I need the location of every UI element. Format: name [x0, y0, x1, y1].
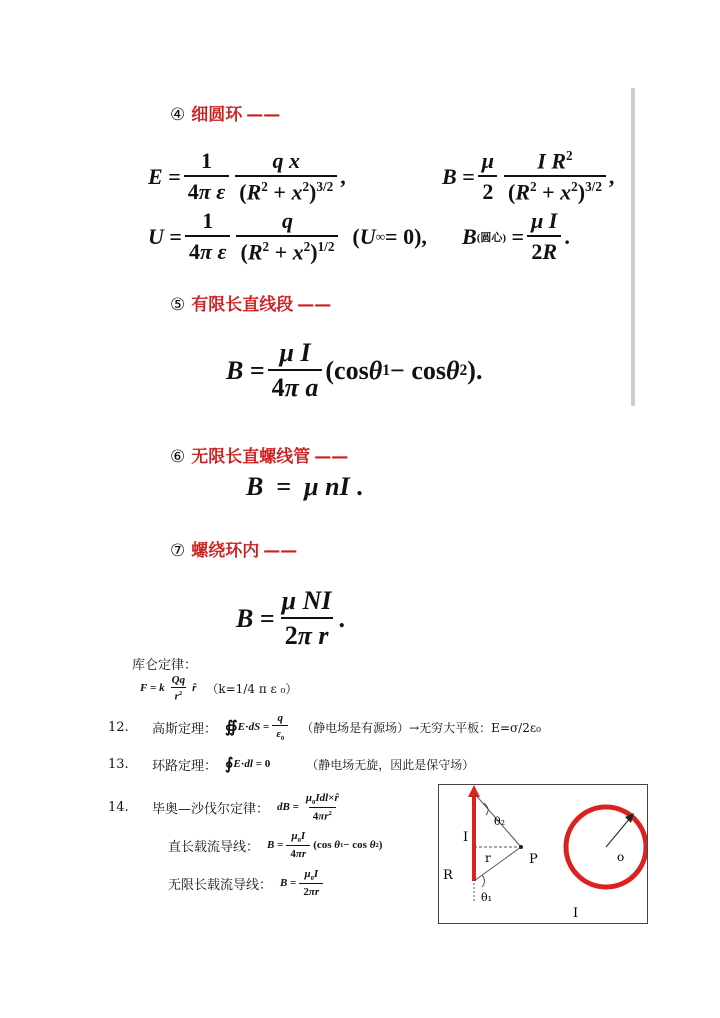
current-arrow-icon	[468, 785, 480, 797]
heading-title: 有限长直线段	[191, 295, 294, 315]
heading-number: ⑤	[170, 295, 186, 315]
equation-solenoid: B = μ nI .	[246, 472, 363, 501]
coulomb-label: 库仑定律：	[132, 658, 198, 673]
heading-title: 细圆环	[191, 105, 243, 125]
lower-ray	[474, 847, 521, 881]
item-label: 毕奥—沙伐尔定律：	[152, 801, 270, 817]
margin-bar	[631, 88, 635, 406]
infinite-wire-label: 无限长载流导线：	[168, 877, 273, 893]
item-number: 12.	[108, 719, 129, 735]
label-theta1: θ₁	[481, 891, 493, 904]
item-note: （静电场是有源场）→无穷大平板：E=σ/2ε₀	[301, 720, 541, 735]
item-number: 13.	[108, 756, 129, 772]
heading-dash: ——	[314, 447, 349, 467]
equation-ring-E: E = $\frac{1}{\text{4π ε}}$ $\frac{\text{q x}}{(R^2 + x^2)^{3/2}}$ ,	[148, 148, 346, 205]
heading-solenoid	[170, 442, 348, 467]
heading-title: 无限长直螺线管	[191, 447, 311, 467]
straight-wire-row: 直长载流导线： B = $\frac{\mu_0I}{4\pi r}$ (cos θ 1 − cos θ 2 )	[168, 830, 383, 861]
heading-dash: ——	[246, 105, 281, 125]
equation-finite-line: B = $\frac{\text{μ I}}{\text{4π a}}$ (cos θ 1 − cos θ 2 ).	[226, 338, 483, 402]
equation-ring-B: B = $\frac{\mu}{2}$ $\frac{I R^2}{(R^2 + x^2)^{3/2}}$ ,	[442, 148, 615, 205]
heading-dash: ——	[297, 295, 332, 315]
equation-ring-center: B (圆心) = $\frac{\text{μ I}}{2R}$ .	[462, 208, 570, 264]
infinite-wire-row: 无限长载流导线： B = $\frac{\mu_0I}{2\pi r}$	[168, 868, 326, 898]
label-current-bottom: I	[573, 906, 579, 921]
label-theta2: θ₂	[494, 815, 506, 828]
heading-number: ④	[170, 105, 186, 125]
radius-line	[606, 817, 631, 847]
heading-thin-ring	[170, 100, 280, 125]
point-p-dot	[519, 845, 523, 849]
biot-savart-figure	[438, 784, 648, 924]
coulomb-note: （k=1/4 π ε ₀）	[206, 681, 298, 696]
coulomb-law: F = k $\frac{Qq}{r^2}$ r̂ （k=1/4 π ε ₀）	[140, 674, 298, 703]
heading-number: ⑥	[170, 447, 186, 467]
label-current-left: I	[463, 830, 469, 845]
gauss-law-row: 12. 高斯定理： ∯ E · dS = $\frac{q}{\varepsilon_0}$ （静电场是有源场）→无穷大平板：E=σ/2ε₀	[108, 712, 541, 743]
label-o: o	[617, 850, 625, 864]
straight-wire-label: 直长载流导线：	[168, 839, 260, 855]
biot-savart-row: 14. 毕奥—沙伐尔定律： dB = $\frac{\mu_0Idl\times r̂}{4\pi r^2}$	[108, 792, 339, 823]
heading-dash: ——	[263, 541, 298, 561]
label-r: r	[485, 851, 491, 865]
item-label: 高斯定理：	[152, 721, 218, 737]
heading-number: ⑦	[170, 541, 186, 561]
equation-toroid: B = $\frac{\text{μ NI}}{\text{2π r}}$ .	[236, 586, 346, 650]
circuital-theorem-row: 13. 环路定理： ∮ E · dl = 0 （静电场无旋，因此是保守场）	[108, 756, 475, 774]
equation-ring-U: U = $\frac{1}{\text{4π ε}}$ $\frac{q}{(R^2 + x^2)^{1/2}}$ ( U ∞ = 0),	[148, 208, 427, 265]
label-r-capital: R	[443, 868, 453, 883]
figure-drawing	[439, 785, 647, 923]
heading-toroid	[170, 536, 297, 561]
item-label: 环路定理：	[152, 758, 218, 774]
angle-arc-bottom-icon	[482, 875, 485, 887]
item-note: （静电场无旋，因此是保守场）	[306, 757, 475, 772]
heading-finite-line	[170, 290, 331, 315]
item-number: 14.	[108, 799, 129, 815]
heading-title: 螺绕环内	[191, 541, 260, 561]
label-p: P	[529, 852, 538, 867]
